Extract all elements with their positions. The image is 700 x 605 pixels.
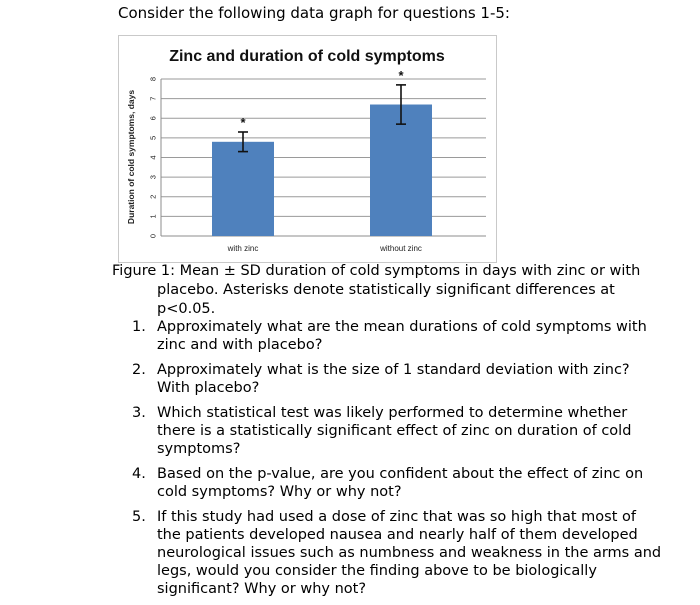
question-number: 2.	[132, 362, 146, 378]
bar	[212, 142, 274, 236]
y-tick-label: 3	[148, 175, 158, 180]
question-item	[132, 361, 662, 397]
question-text: Approximately what is the size of 1 standard deviation with zinc? With placebo?	[157, 362, 630, 396]
chart-container	[118, 35, 497, 263]
question-text: If this study had used a dose of zinc that was so high that most of the patients developed nausea and nearly half of them developed neurological issues such as numbness and weakness in the arms and legs, would you consider the finding above to be biologically significant? Why or why not?	[157, 509, 662, 597]
y-tick-label: 1	[148, 214, 158, 219]
question-item	[132, 404, 662, 458]
x-tick-label: with zinc	[227, 244, 259, 253]
caption-line-1: Figure 1: Mean ± SD duration of cold symptoms in days with zinc or with	[112, 263, 641, 279]
caption-line-2: placebo. Asterisks denote statistically significant differences at p<0.05.	[157, 282, 615, 317]
question-number: 5.	[132, 509, 146, 525]
question-text: Based on the p-value, are you confident about the effect of zinc on cold symptoms? Why or why not?	[157, 466, 644, 500]
question-item	[132, 465, 662, 501]
y-tick-label: 7	[148, 96, 158, 101]
y-tick-label: 0	[148, 233, 158, 239]
x-tick-label: without zinc	[380, 244, 422, 253]
y-tick-label: 2	[148, 194, 158, 199]
question-text: Approximately what are the mean durations of cold symptoms with zinc and with placebo?	[157, 319, 647, 353]
significance-marker: *	[398, 67, 404, 83]
question-number: 3.	[132, 405, 146, 421]
question-text: Which statistical test was likely performed to determine whether there is a statistically significant effect of zinc on duration of cold symptoms?	[157, 405, 632, 457]
question-number: 4.	[132, 466, 146, 482]
significance-marker: *	[240, 114, 246, 130]
bar-chart	[119, 36, 496, 262]
y-tick-label: 8	[148, 76, 158, 82]
y-axis-label: Duration of cold symptoms, days	[126, 89, 136, 225]
question-list	[132, 318, 662, 605]
question-number: 1.	[132, 319, 146, 335]
chart-title: Zinc and duration of cold symptoms	[169, 48, 445, 65]
question-item	[132, 508, 662, 598]
y-tick-label: 6	[148, 116, 158, 121]
y-tick-label: 4	[148, 155, 158, 160]
y-tick-label: 5	[148, 135, 158, 140]
intro-text: Consider the following data graph for questions 1-5:	[118, 4, 510, 22]
question-item	[132, 318, 662, 354]
figure-caption	[112, 262, 672, 319]
